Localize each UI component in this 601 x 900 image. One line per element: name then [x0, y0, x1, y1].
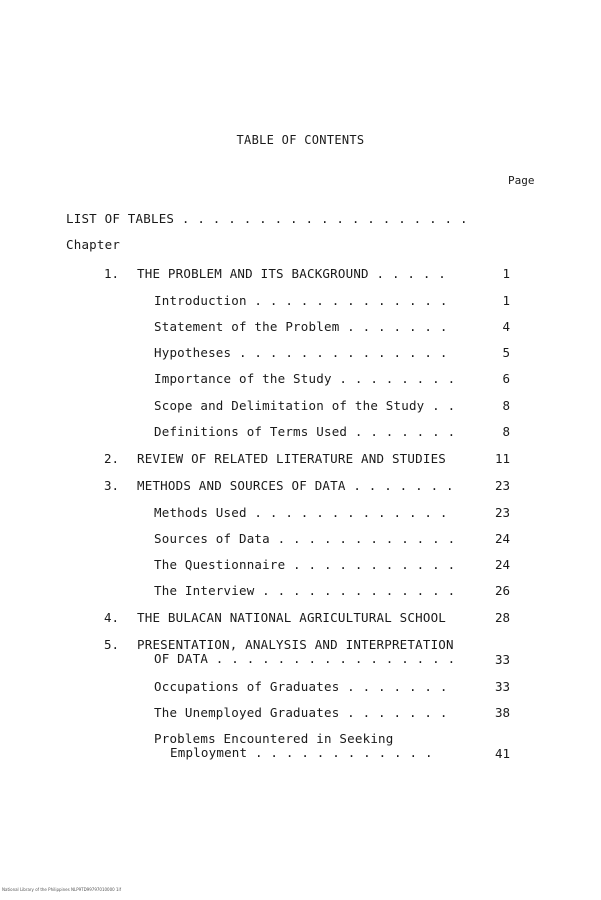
toc-entry-section: Statement of the Problem . . . . . . .: [154, 319, 448, 334]
library-footer: National Library of the Philippines NLP9TD99797010000 1if: [2, 887, 122, 892]
toc-page-number: 8: [502, 398, 510, 413]
toc-page-number: 38: [494, 705, 510, 720]
chapter-label: Chapter: [66, 237, 121, 252]
toc-page-number: 6: [502, 371, 510, 386]
toc-entry-chapter: THE BULACAN NATIONAL AGRICULTURAL SCHOOL: [137, 610, 447, 625]
toc-page-number: 11: [494, 451, 510, 466]
toc-page-number: 1: [502, 293, 510, 308]
toc-entry-section: The Unemployed Graduates . . . . . . .: [154, 705, 448, 720]
toc-entry-section: Methods Used . . . . . . . . . . . . .: [154, 505, 448, 520]
toc-page-number: 4: [502, 319, 510, 334]
toc-entry-chapter: REVIEW OF RELATED LITERATURE AND STUDIES: [137, 451, 447, 466]
chapter-number: 1.: [104, 266, 120, 281]
toc-entry-section: The Questionnaire . . . . . . . . . . .: [154, 557, 456, 572]
toc-page-number: 23: [494, 505, 510, 520]
toc-page-number: 33: [494, 652, 510, 667]
chapter-number: 4.: [104, 610, 120, 625]
toc-page-number: 1: [502, 266, 510, 281]
toc-page-number: 26: [494, 583, 510, 598]
toc-entry-section: Introduction . . . . . . . . . . . . .: [154, 293, 448, 308]
toc-entry-section: Sources of Data . . . . . . . . . . . .: [154, 531, 456, 546]
chapter-number: 2.: [104, 451, 120, 466]
list-of-tables-entry: LIST OF TABLES . . . . . . . . . . . . . . . . . . .: [66, 211, 468, 226]
toc-entry-section: Scope and Delimitation of the Study . .: [154, 398, 456, 413]
chapter-number: 5.: [104, 637, 120, 652]
toc-page-number: 24: [494, 531, 510, 546]
toc-entry-section: Definitions of Terms Used . . . . . . .: [154, 424, 456, 439]
page-column-header: Page: [508, 174, 535, 187]
toc-page-number: 28: [494, 610, 510, 625]
toc-entry-section: Occupations of Graduates . . . . . . .: [154, 679, 448, 694]
chapter-number: 3.: [104, 478, 120, 493]
page-title: TABLE OF CONTENTS: [236, 133, 365, 147]
toc-page-number: 41: [494, 746, 510, 761]
toc-entry-section: The Interview . . . . . . . . . . . . .: [154, 583, 456, 598]
toc-page-number: 24: [494, 557, 510, 572]
toc-entry-chapter: PRESENTATION, ANALYSIS AND INTERPRETATION: [137, 637, 454, 652]
toc-page-number: 23: [494, 478, 510, 493]
toc-entry-chapter: THE PROBLEM AND ITS BACKGROUND . . . . .: [137, 266, 447, 281]
toc-page-number: 5: [502, 345, 510, 360]
toc-entry-chapter: METHODS AND SOURCES OF DATA . . . . . . .: [137, 478, 454, 493]
toc-entry-section: Hypotheses . . . . . . . . . . . . . .: [154, 345, 448, 360]
toc-page-number: 33: [494, 679, 510, 694]
toc-entry-section: Problems Encountered in Seeking: [154, 731, 394, 746]
toc-entry-section: Importance of the Study . . . . . . . .: [154, 371, 456, 386]
toc-entry-chapter-continued: OF DATA . . . . . . . . . . . . . . . .: [154, 651, 456, 666]
toc-page-number: 8: [502, 424, 510, 439]
toc-entry-section-continued: Employment . . . . . . . . . . . .: [170, 745, 433, 760]
